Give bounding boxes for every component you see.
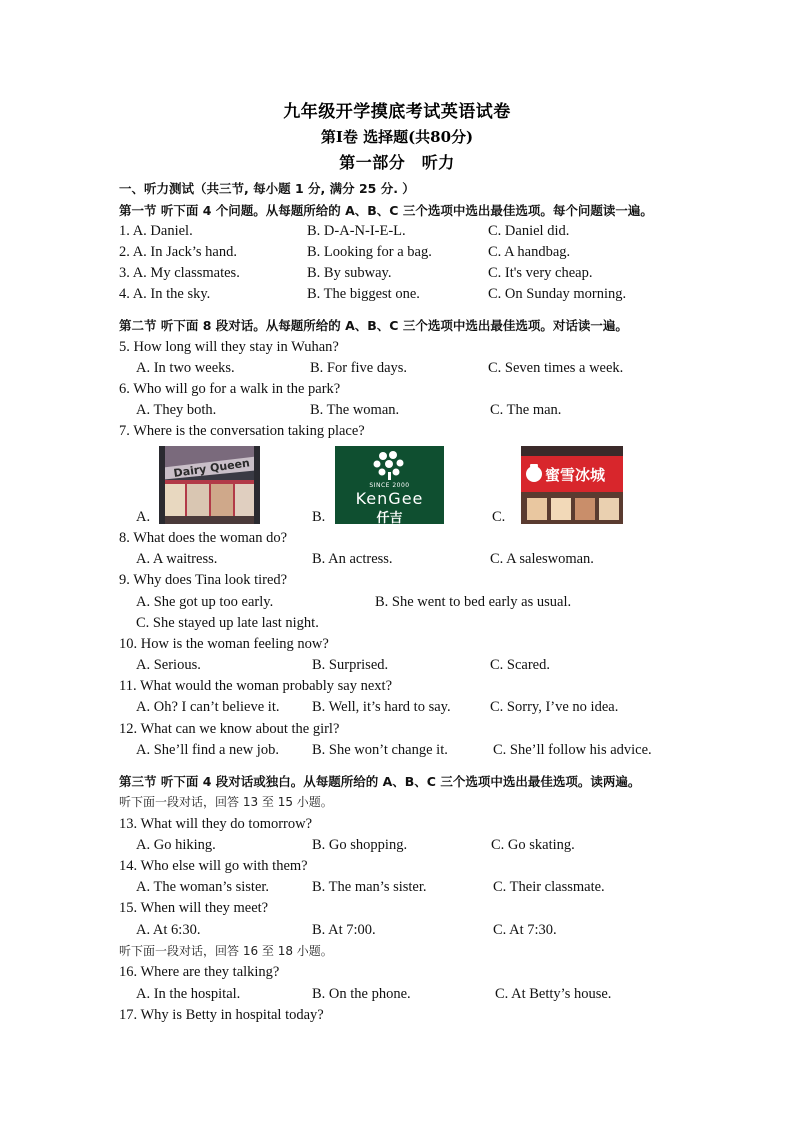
option-c: C. At Betty’s house. [495,986,612,1002]
option-a: A. In two weeks. [136,360,235,376]
option-b: B. At 7:00. [312,922,376,938]
section1-header: 第一节 听下面 4 个问题。从每题所给的 A、B、C 三个选项中选出最佳选项。每个问题读一遍。 [119,203,653,218]
option-b: B. She won’t change it. [312,742,448,758]
option-a: A. The woman’s sister. [136,879,270,895]
question-stem: 6. Who will go for a walk in the park? [119,381,341,397]
question-row [0,263,794,284]
option-b: B. Go shopping. [312,837,408,853]
question-stem-line [0,962,794,983]
section-main-line [0,178,794,199]
question-stem: 17. Why is Betty in hospital today? [119,1007,324,1023]
option-a: A. A waitress. [136,551,218,567]
option-c: C. She stayed up late last night. [136,615,319,631]
option-b: B. The man’s sister. [312,879,427,895]
question-stem: 5. How long will they stay in Wuhan? [119,339,339,355]
kengee-brand-text: KenGee [355,489,424,508]
options-row [0,400,794,421]
svg-text:Dairy Queen: Dairy Queen [172,456,251,480]
question-stem-line [0,421,794,442]
options-row [0,920,794,941]
options-row [0,655,794,676]
question-row [0,284,794,305]
options-row [0,549,794,570]
option-b: B. The biggest one. [307,286,420,302]
options-row [0,835,794,856]
kengee-cn-text: 仟吉 [376,511,403,524]
option-a: 3. A. My classmates. [119,265,240,281]
option-c: C. A handbag. [488,244,571,260]
option-c: C. Seven times a week. [488,360,624,376]
kengee-since: SINCE 2000 [369,482,410,489]
option-a: A. In the hospital. [136,986,241,1002]
question-stem: 11. What would the woman probably say next? [119,678,393,694]
question-stem: 16. Where are they talking? [119,964,280,980]
option-a: A. Go hiking. [136,837,216,853]
note-line [0,792,794,813]
kengee-logo-image [335,446,444,524]
option-a-label: A. [136,509,151,525]
question-stem-line [0,1005,794,1026]
option-b: B. The woman. [310,402,400,418]
question-stem-line [0,856,794,877]
exam-title: 九年级开学摸底考试英语试卷 [283,102,511,122]
options-row [0,740,794,761]
option-a: A. Serious. [136,657,201,673]
option-b: B. Well, it’s hard to say. [312,699,451,715]
options-row [0,877,794,898]
option-c: C. The man. [490,402,562,418]
question-stem-line [0,570,794,591]
options-row [0,613,794,634]
option-c: C. Sorry, I’ve no idea. [490,699,619,715]
option-a: A. At 6:30. [136,922,201,938]
question-stem: 9. Why does Tina look tired? [119,572,288,588]
options-row [0,984,794,1005]
option-c: C. Scared. [490,657,550,673]
section1-header-line [0,200,794,221]
section3-header-line [0,771,794,792]
option-c: C. Their classmate. [493,879,605,895]
option-a: 2. A. In Jack’s hand. [119,244,237,260]
section2-header: 第二节 听下面 8 段对话。从每题所给的 A、B、C 三个选项中选出最佳选项。对话读一遍。 [119,318,628,333]
options-row [0,592,794,613]
question-stem-line [0,898,794,919]
question-stem: 8. What does the woman do? [119,530,288,546]
options-row [0,697,794,718]
option-a: A. They both. [136,402,217,418]
option-a: A. She’ll find a new job. [136,742,279,758]
options-row [0,358,794,379]
question-stem-line [0,528,794,549]
option-b: B. On the phone. [312,986,411,1002]
option-c-label: C. [492,509,506,525]
option-a: 4. A. In the sky. [119,286,211,302]
question-stem: 14. Who else will go with them? [119,858,308,874]
section3-header: 第三节 听下面 4 段对话或独白。从每题所给的 A、B、C 三个选项中选出最佳选项。读两遍。 [119,774,641,789]
option-b: B. An actress. [312,551,393,567]
question-stem: 7. Where is the conversation taking place? [119,423,365,439]
volume-title: 第Ⅰ卷 选择题(共80分) [320,128,474,146]
mixue-sign-text: 蜜雪冰城 [545,466,606,484]
option-c: C. Go skating. [491,837,575,853]
question-row [0,221,794,242]
question-stem-line [0,676,794,697]
option-b: B. By subway. [307,265,392,281]
section2-header-line [0,315,794,336]
option-c: C. At 7:30. [493,922,557,938]
option-a: A. Oh? I can’t believe it. [136,699,280,715]
option-b-label: B. [312,509,326,525]
section-main-heading: 一、听力测试（共三节, 每小题 1 分, 满分 25 分. ） [119,181,415,196]
option-b: B. For five days. [310,360,408,376]
question-stem-line [0,719,794,740]
option-a: A. She got up too early. [136,594,274,610]
option-b: B. D-A-N-I-E-L. [307,223,406,239]
option-c: C. Daniel did. [488,223,570,239]
option-c: C. She’ll follow his advice. [493,742,652,758]
dialogue-note: 听下面一段对话，回答 13 至 15 小题。 [119,795,333,809]
option-b: B. Surprised. [312,657,389,673]
part-title: 第一部分 听力 [339,153,455,172]
question-stem-line [0,814,794,835]
question-stem: 10. How is the woman feeling now? [119,636,329,652]
question-stem: 15. When will they meet? [119,900,269,916]
option-c: C. It's very cheap. [488,265,593,281]
option-a: 1. A. Daniel. [119,223,193,239]
question-stem: 12. What can we know about the girl? [119,721,340,737]
dialogue-note: 听下面一段对话，回答 16 至 18 小题。 [119,944,333,958]
note-line [0,941,794,962]
option-b: B. She went to bed early as usual. [375,594,572,610]
option-b: B. Looking for a bag. [307,244,432,260]
question-stem: 13. What will they do tomorrow? [119,816,313,832]
question-row [0,242,794,263]
question-stem-line [0,379,794,400]
mixue-store-photo [521,446,623,524]
question-stem-line [0,634,794,655]
option-c: C. On Sunday morning. [488,286,627,302]
question-stem-line [0,337,794,358]
option-c: C. A saleswoman. [490,551,594,567]
